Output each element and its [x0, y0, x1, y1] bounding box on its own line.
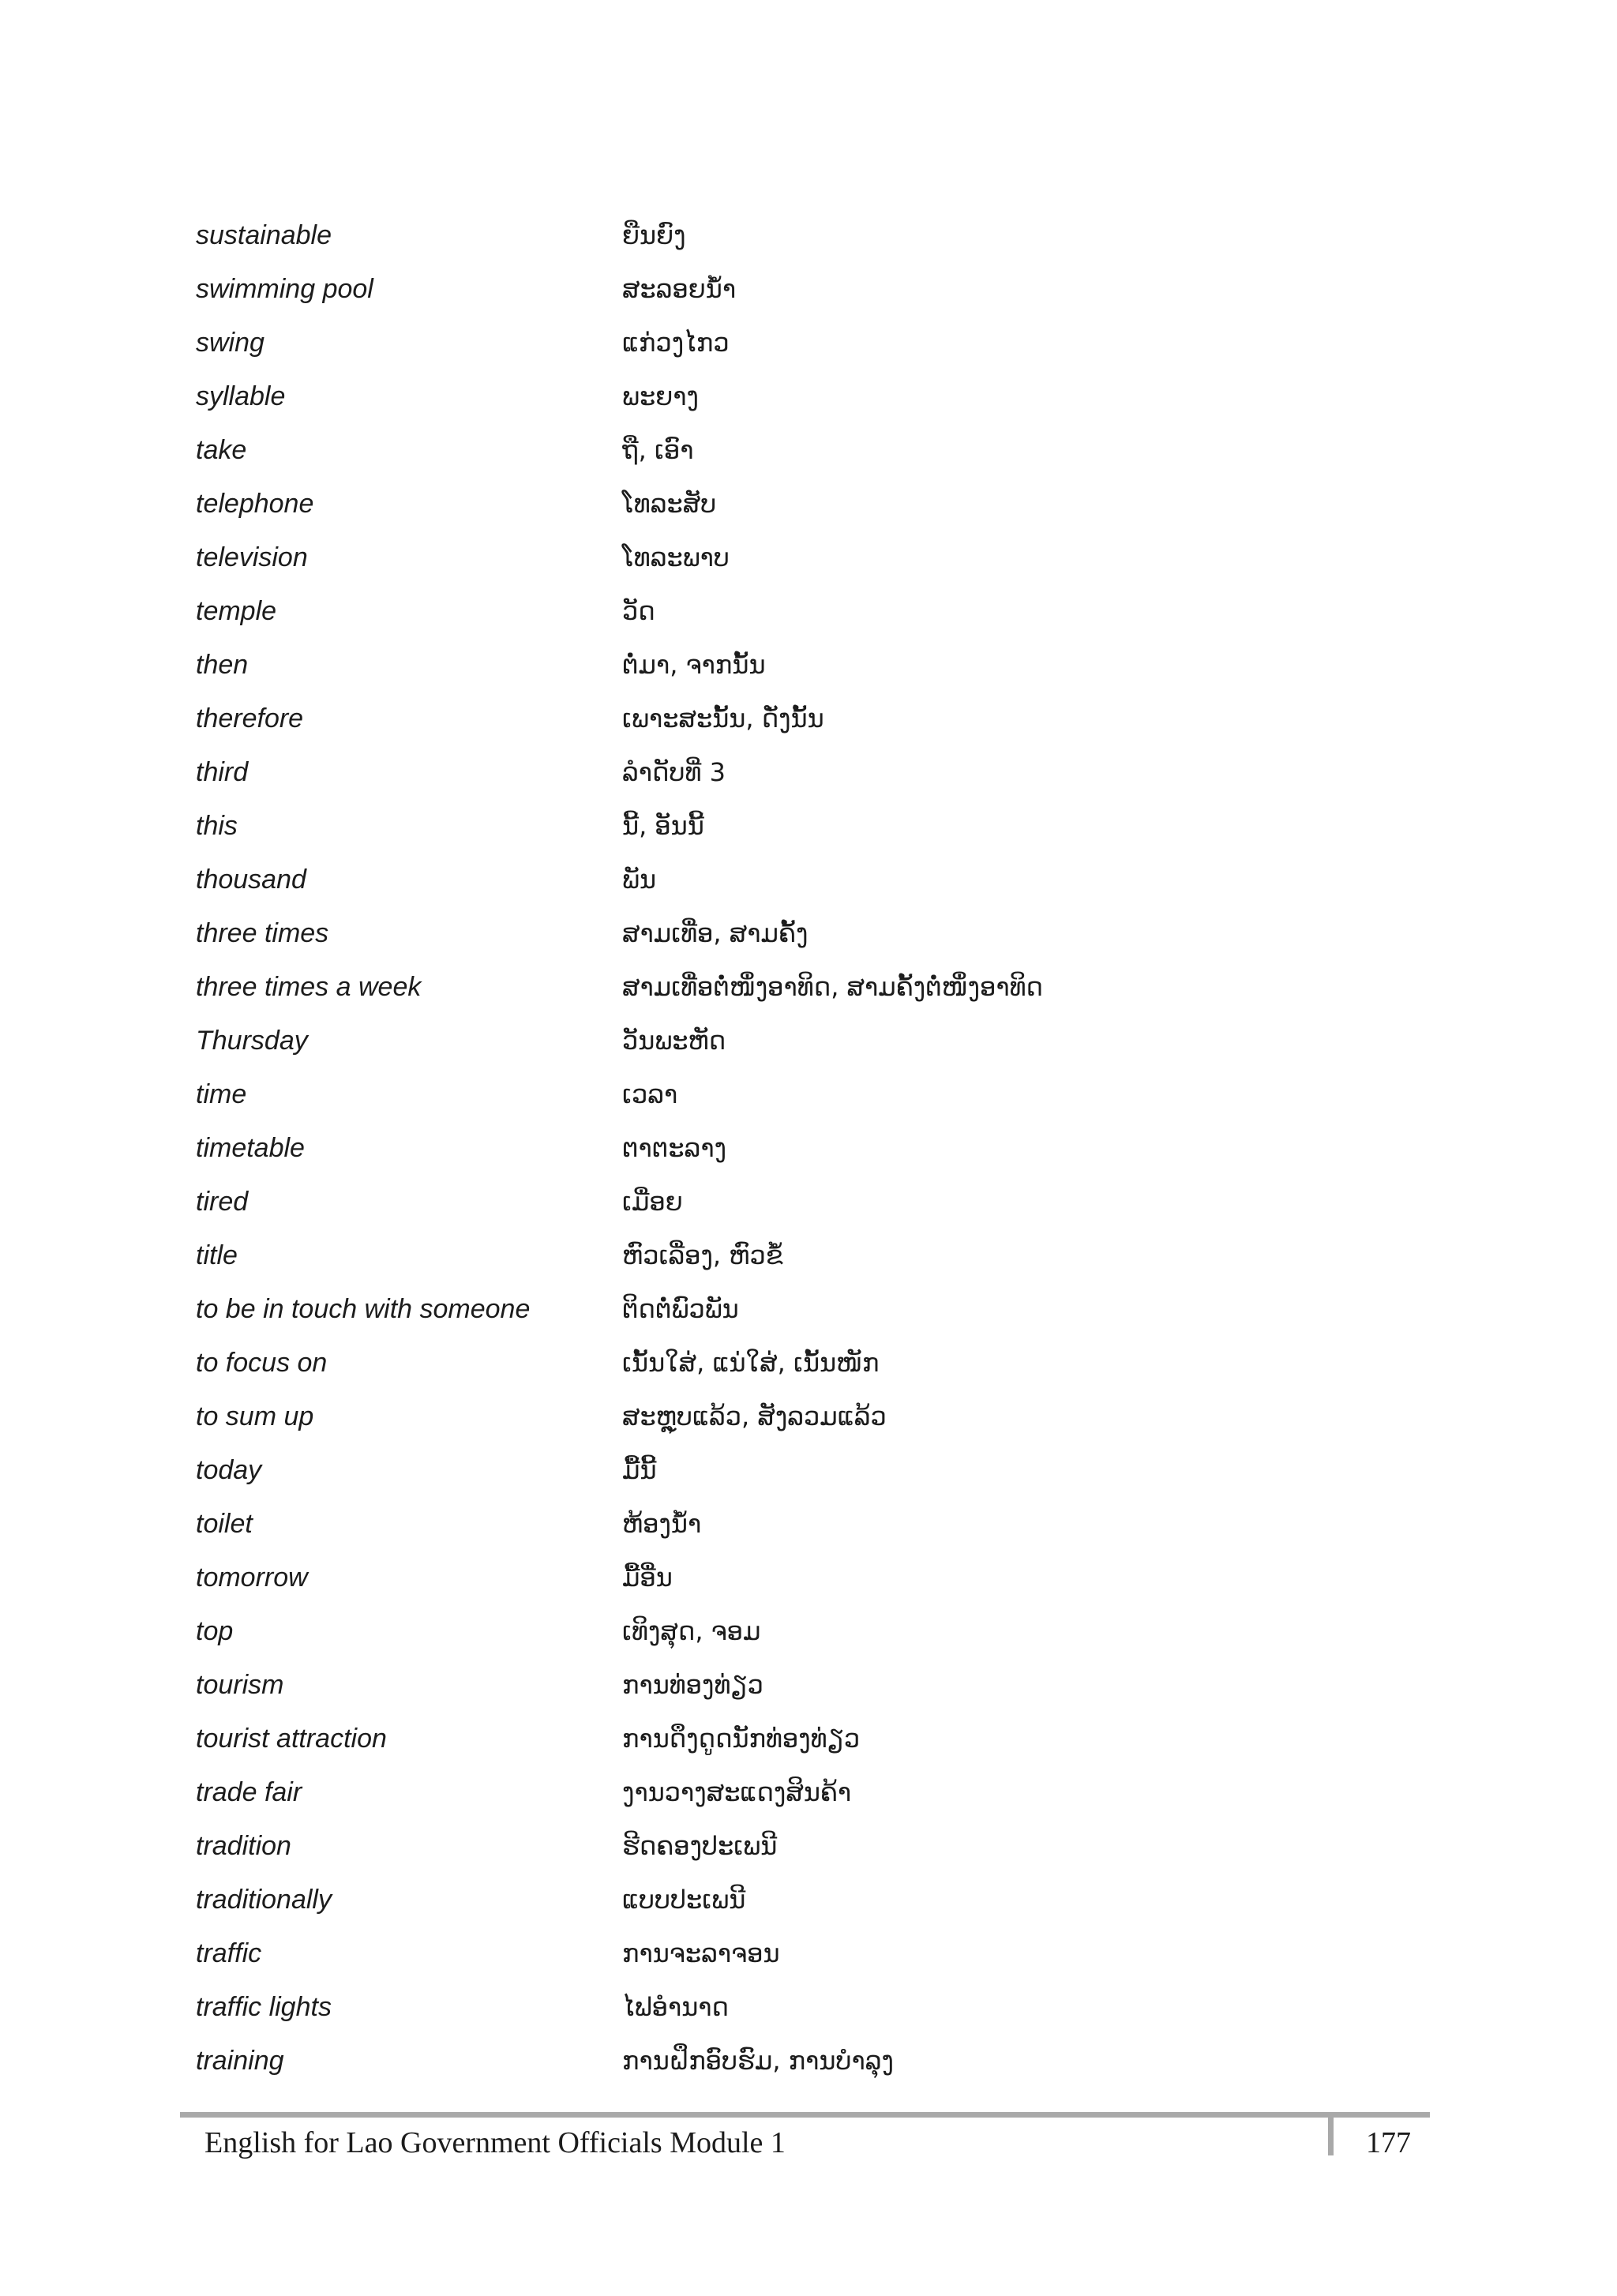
- glossary-translation: ການທ່ອງທ່ຽວ: [622, 1670, 763, 1700]
- glossary-translation: ເພາະສະນັ້ນ, ດັ່ງນັ້ນ: [622, 703, 824, 733]
- glossary-entry: [196, 1551, 1428, 1604]
- glossary-translation: ຍືນຍົງ: [622, 220, 686, 250]
- glossary-term: television: [196, 542, 308, 572]
- glossary-term: tradition: [196, 1830, 291, 1861]
- glossary-entry: [196, 1390, 1428, 1443]
- glossary-term: then: [196, 649, 249, 680]
- glossary-translation: ຮີດຄອງປະເພນີ: [622, 1831, 778, 1861]
- glossary-translation: ໂທລະພາບ: [622, 542, 730, 572]
- footer-rule: [180, 2112, 1430, 2118]
- glossary-term: timetable: [196, 1132, 305, 1163]
- glossary-entry: [196, 316, 1428, 370]
- glossary-entry: [196, 1765, 1428, 1819]
- glossary-entry: [196, 638, 1428, 692]
- glossary-entry: [196, 1175, 1428, 1229]
- glossary-entry: [196, 799, 1428, 853]
- glossary-term: third: [196, 756, 249, 787]
- glossary-term: top: [196, 1615, 234, 1646]
- glossary-entry: [196, 2034, 1428, 2088]
- glossary-translation: ເວລາ: [622, 1079, 678, 1109]
- glossary-translation: ການດຶງດູດນັກທ່ອງທ່ຽວ: [622, 1724, 861, 1754]
- glossary-term: this: [196, 810, 238, 841]
- glossary-term: tomorrow: [196, 1562, 308, 1593]
- glossary-term: tired: [196, 1186, 249, 1217]
- glossary-translation: ສາມເທື່ອ, ສາມຄັ້ງ: [622, 918, 808, 948]
- glossary-translation: ສະຫຼຸບແລ້ວ, ສັງລວມແລ້ວ: [622, 1401, 887, 1431]
- footer-divider: [1328, 2118, 1334, 2155]
- glossary-translation: ຫົວເລື່ອງ, ຫົວຂໍ້: [622, 1240, 783, 1270]
- glossary-entry: [196, 262, 1428, 316]
- glossary-term: tourism: [196, 1669, 284, 1700]
- glossary-translation: ມື້ນີ້: [622, 1455, 657, 1485]
- glossary-translation: ວັດ: [622, 596, 655, 626]
- glossary-translation: ພັນ: [622, 865, 657, 895]
- page-number: 177: [1366, 2126, 1411, 2159]
- glossary-entry: [196, 853, 1428, 906]
- glossary-entry: [196, 1336, 1428, 1390]
- glossary-translation: ສະລອຍນໍ້າ: [622, 274, 737, 304]
- glossary-translation: ງານວາງສະແດງສິນຄ້າ: [622, 1777, 852, 1807]
- glossary-translation: ສາມເທື່ອຕໍ່ໜຶ່ງອາທິດ, ສາມຄັ້ງຕໍ່ໜຶ່ງອາທິດ: [622, 972, 1043, 1002]
- glossary-entry: [196, 1497, 1428, 1551]
- glossary-entry: [196, 1014, 1428, 1067]
- glossary-translation: ຖື, ເອົາ: [622, 435, 694, 465]
- glossary-entry: [196, 1819, 1428, 1873]
- glossary-entry: [196, 1658, 1428, 1712]
- glossary-term: syllable: [196, 381, 286, 411]
- glossary-term: take: [196, 434, 247, 465]
- glossary-entry: [196, 960, 1428, 1014]
- glossary-translation: ມື້ອື່ນ: [622, 1563, 673, 1593]
- glossary-term: traffic lights: [196, 1991, 332, 2022]
- glossary-term: sustainable: [196, 219, 332, 250]
- glossary-entry: [196, 692, 1428, 745]
- glossary-entry: [196, 531, 1428, 584]
- glossary-entry: [196, 423, 1428, 477]
- glossary-term: toilet: [196, 1508, 253, 1539]
- glossary-entry: [196, 1926, 1428, 1980]
- glossary-translation: ໄຟອໍານາດ: [622, 1992, 729, 2022]
- glossary-term: three times a week: [196, 971, 422, 1002]
- glossary-term: thousand: [196, 864, 306, 895]
- glossary-translation: ການຝຶກອົບຮົມ, ການບໍາລຸງ: [622, 2046, 894, 2076]
- glossary-entry: [196, 1873, 1428, 1926]
- glossary-term: therefore: [196, 703, 304, 733]
- glossary-term: time: [196, 1079, 247, 1109]
- glossary-translation: ຕາຕະລາງ: [622, 1133, 727, 1163]
- glossary-term: training: [196, 2045, 284, 2076]
- glossary-term: traditionally: [196, 1884, 332, 1915]
- glossary-entry: [196, 1604, 1428, 1658]
- glossary-entry: [196, 1121, 1428, 1175]
- glossary-term: three times: [196, 917, 329, 948]
- glossary-term: title: [196, 1240, 238, 1270]
- glossary-translation: ຫ້ອງນໍ້າ: [622, 1509, 702, 1539]
- glossary-entry: [196, 208, 1428, 262]
- glossary-entry: [196, 745, 1428, 799]
- glossary-list: [196, 208, 1428, 2088]
- glossary-term: telephone: [196, 488, 314, 519]
- glossary-entry: [196, 1067, 1428, 1121]
- glossary-entry: [196, 1229, 1428, 1282]
- glossary-translation: ການຈະລາຈອນ: [622, 1938, 780, 1968]
- glossary-term: today: [196, 1454, 262, 1485]
- glossary-entry: [196, 1712, 1428, 1765]
- glossary-term: traffic: [196, 1938, 262, 1968]
- glossary-translation: ເມື່ອຍ: [622, 1187, 683, 1217]
- glossary-term: swimming pool: [196, 273, 373, 304]
- glossary-translation: ນີ້, ອັນນີ້: [622, 811, 704, 841]
- glossary-translation: ລໍາດັບທີ່ 3: [622, 757, 726, 787]
- glossary-term: to focus on: [196, 1347, 328, 1378]
- glossary-translation: ຕິດຕໍ່ພົວພັນ: [622, 1294, 739, 1324]
- glossary-translation: ເທິງສຸດ, ຈອມ: [622, 1616, 761, 1646]
- glossary-entry: [196, 1980, 1428, 2034]
- glossary-term: tourist attraction: [196, 1723, 387, 1754]
- glossary-entry: [196, 370, 1428, 423]
- glossary-entry: [196, 584, 1428, 638]
- glossary-translation: ແບບປະເພນີ: [622, 1885, 746, 1915]
- glossary-translation: ເນັ້ນໃສ່, ແນ່ໃສ່, ເນັ້ນໜັກ: [622, 1348, 880, 1378]
- glossary-entry: [196, 1282, 1428, 1336]
- glossary-term: swing: [196, 327, 264, 358]
- footer-title: English for Lao Government Officials Module 1: [204, 2126, 786, 2159]
- glossary-translation: ໂທລະສັບ: [622, 489, 717, 519]
- glossary-term: Thursday: [196, 1025, 308, 1056]
- glossary-translation: ວັນພະຫັດ: [622, 1026, 726, 1056]
- glossary-entry: [196, 906, 1428, 960]
- glossary-term: to be in touch with someone: [196, 1293, 531, 1324]
- glossary-entry: [196, 477, 1428, 531]
- glossary-term: trade fair: [196, 1776, 302, 1807]
- glossary-translation: ພະຍາງ: [622, 381, 699, 411]
- glossary-translation: ຕໍ່ມາ, ຈາກນັ້ນ: [622, 650, 766, 680]
- glossary-translation: ແກ່ວງໄກວ: [622, 328, 730, 358]
- glossary-term: temple: [196, 595, 277, 626]
- glossary-entry: [196, 1443, 1428, 1497]
- glossary-term: to sum up: [196, 1401, 314, 1431]
